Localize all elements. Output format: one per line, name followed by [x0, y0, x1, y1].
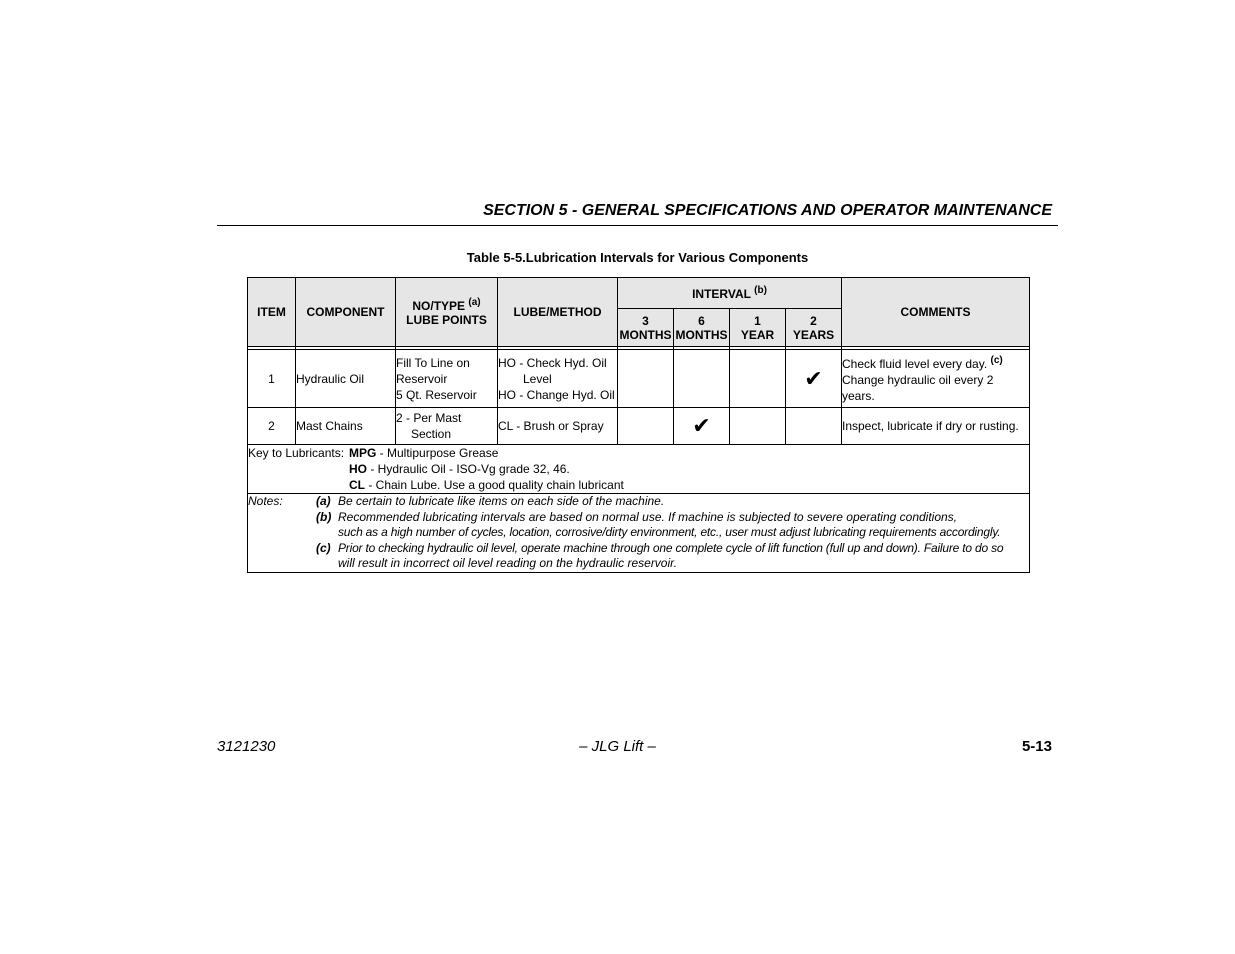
- row2-component: Mast Chains: [296, 408, 396, 445]
- lubrication-table-container: [247, 277, 1029, 573]
- table-caption: Table 5-5.Lubrication Intervals for Various Components: [466, 250, 809, 265]
- checkmark-icon: ✔: [692, 413, 711, 438]
- row1-comments: Check fluid level every day. $^{(c)}$ Change hydraulic oil every 2 years.: [842, 350, 1030, 408]
- row2-comments: Inspect, lubricate if dry or rusting.: [842, 408, 1030, 445]
- row2-interval-3-months: [618, 408, 674, 445]
- header-lube-method: LUBE/METHOD: [498, 278, 618, 347]
- header-interval-1-year: 1 YEAR: [730, 309, 786, 347]
- row1-lube-points: Fill To Line on Reservoir 5 Qt. Reservoir: [396, 350, 498, 408]
- header-interval-sup: (b): [754, 285, 767, 296]
- row1-interval-6-months: [674, 350, 730, 408]
- lubrication-table: [247, 277, 1030, 573]
- row1-comments-sup: (c): [990, 355, 1003, 366]
- footer-page-number: 5-13: [1021, 738, 1052, 755]
- footer-doc-number: 3121230: [217, 738, 276, 755]
- row1-component: Hydraulic Oil: [296, 350, 396, 408]
- header-interval-2-years: 2 YEARS: [786, 309, 842, 347]
- footer-center: – JLG Lift –: [579, 738, 656, 755]
- key-to-lubricants: Key to Lubricants: MPG - Multipurpose Grease HO - Hydraulic Oil - ISO-Vg grade 32, 46. CL - Chain Lube. Use a good quality chain lubricant: [248, 445, 1030, 494]
- row2-item: 2: [248, 408, 296, 445]
- section-title: SECTION 5 - GENERAL SPECIFICATIONS AND OPERATOR MAINTENANCE: [483, 202, 1052, 219]
- row1-interval-2-years: [786, 350, 842, 408]
- header-no-type-sup: (a): [468, 297, 481, 308]
- row2-interval-1-year: [730, 408, 786, 445]
- checkmark-icon: ✔: [804, 365, 823, 391]
- header-interval-label: INTERVAL: [692, 287, 751, 301]
- row2-lube-points: 2 - Per Mast Section: [396, 408, 498, 445]
- header-item: ITEM: [248, 278, 296, 347]
- header-interval: [618, 278, 842, 309]
- table-row: [248, 408, 1030, 445]
- header-comments: COMMENTS: [842, 278, 1030, 347]
- table-row: [248, 350, 1030, 408]
- header-lube-points-label: LUBE POINTS: [406, 313, 487, 327]
- notes-row: [248, 494, 1030, 573]
- row2-interval-6-months: [674, 408, 730, 445]
- row1-interval-3-months: [618, 350, 674, 408]
- row1-lube-method: HO - Check Hyd. Oil Level HO - Change Hyd. Oil: [498, 350, 618, 408]
- header-rule: [217, 225, 1058, 226]
- notes-label: Notes:: [248, 494, 283, 508]
- row1-item: 1: [248, 350, 296, 408]
- header-interval-6-months: 6 MONTHS: [674, 309, 730, 347]
- header-interval-3-months: 3 MONTHS: [618, 309, 674, 347]
- header-no-type-label: NO/TYPE: [412, 299, 466, 313]
- header-no-type: [396, 278, 498, 347]
- key-row: [248, 445, 1030, 494]
- row2-lube-method: CL - Brush or Spray: [498, 408, 618, 445]
- row2-interval-2-years: [786, 408, 842, 445]
- key-label: Key to Lubricants:: [248, 446, 345, 460]
- row1-interval-1-year: [730, 350, 786, 408]
- notes: Notes: (a) Be certain to lubricate like items on each side of the machine. (b) Recommended lubricating intervals are based on normal use. If machine is subjected to severe operating conditions, such as a high number of cycles, location, corrosive/dirty environment, etc., user must adjust lubricating requirements accordingly. (c) Prior to checking hydraulic oil level, operate machine through one complete cycle of lift function (full up and down). Failure to do so will result in incorrect oil level reading on the hydraulic reservoir.: [248, 494, 1030, 573]
- header-component: COMPONENT: [296, 278, 396, 347]
